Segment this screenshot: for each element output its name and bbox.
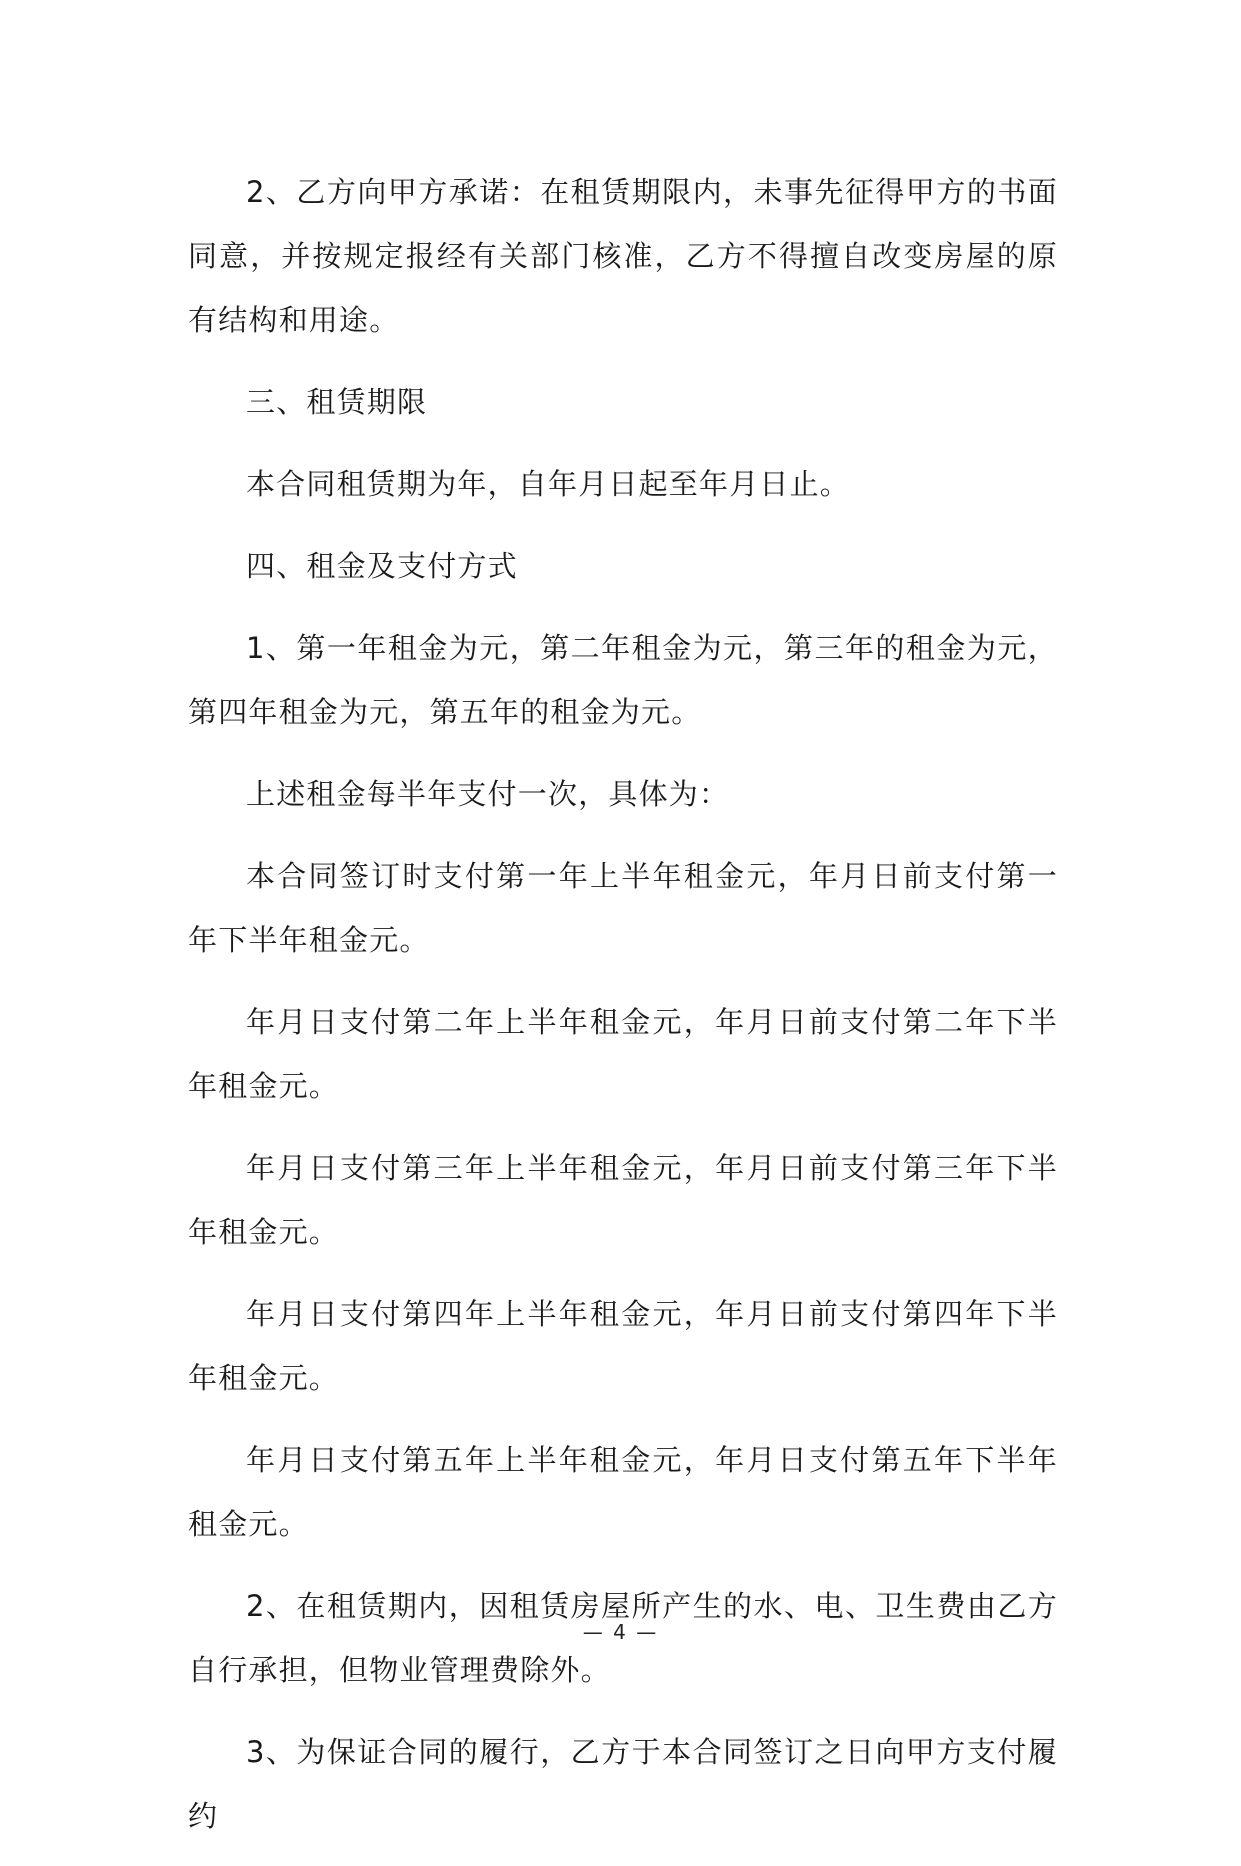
- paragraph-lease-period: 本合同租赁期为年，自年月日起至年月日止。: [246, 467, 851, 501]
- heading-rent-payment: 四、租金及支付方式: [246, 549, 518, 583]
- document-body: [188, 160, 1058, 1866]
- paragraph-year2-payment: 年月日支付第二年上半年租金元，年月日前支付第二年下半年租金元。: [188, 1005, 1058, 1103]
- paragraph-deposit: 3、为保证合同的履行，乙方于本合同签订之日向甲方支付履约: [188, 1735, 1058, 1833]
- paragraph-utilities: 2、在租赁期内，因租赁房屋所产生的水、电、卫生费由乙方自行承担，但物业管理费除外。: [188, 1589, 1058, 1687]
- paragraph-year5-payment: 年月日支付第五年上半年租金元，年月日支付第五年下半年租金元。: [188, 1443, 1058, 1541]
- paragraph-year3-payment: 年月日支付第三年上半年租金元，年月日前支付第三年下半年租金元。: [188, 1151, 1058, 1249]
- paragraph-commitment: 2、乙方向甲方承诺：在租赁期限内，未事先征得甲方的书面同意，并按规定报经有关部门核准，乙方不得擅自改变房屋的原有结构和用途。: [188, 175, 1058, 337]
- paragraph-annual-rent: 1、第一年租金为元，第二年租金为元，第三年的租金为元，第四年租金为元，第五年的租金为元。: [188, 631, 1058, 729]
- paragraph-year4-payment: 年月日支付第四年上半年租金元，年月日前支付第四年下半年租金元。: [188, 1297, 1058, 1395]
- page-number: — 4 —: [582, 1620, 659, 1644]
- heading-lease-term: 三、租赁期限: [246, 385, 428, 419]
- paragraph-year1-payment: 本合同签订时支付第一年上半年租金元，年月日前支付第一年下半年租金元。: [188, 859, 1058, 957]
- paragraph-semiannual-payment: 上述租金每半年支付一次，具体为：: [246, 777, 730, 811]
